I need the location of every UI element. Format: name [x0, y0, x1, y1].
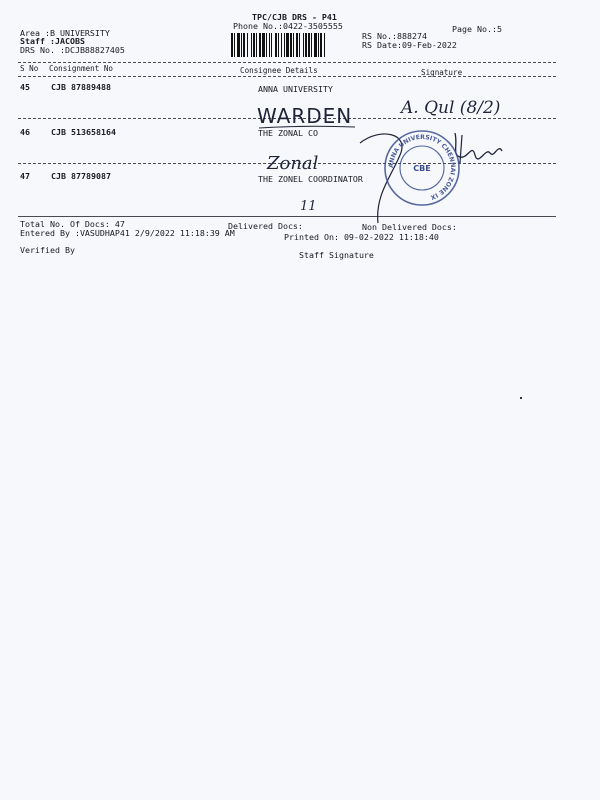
- university-stamp: [382, 128, 462, 208]
- barcode-bar: [281, 33, 282, 57]
- barcode-bar: [243, 33, 245, 57]
- row-45-sno: 45: [20, 82, 30, 92]
- barcode-bar: [305, 33, 307, 57]
- barcode-bar: [237, 33, 240, 57]
- row-46-consignee: THE ZONAL CO: [258, 128, 318, 138]
- barcode-bar: [299, 33, 300, 57]
- handwritten-zonal: [265, 147, 350, 177]
- barcode-bar: [303, 33, 304, 57]
- barcode-bar: [231, 33, 233, 57]
- svg-text:11: 11: [300, 199, 317, 214]
- signature-row-45: [395, 85, 535, 125]
- barcode-bar: [290, 33, 292, 57]
- barcode: [231, 33, 354, 57]
- drs-number: DRS No. :DCJB88827405: [20, 45, 125, 55]
- barcode-bar: [314, 33, 317, 57]
- row-45-consignment: CJB 87889488: [51, 82, 111, 92]
- col-sno: S No: [20, 64, 39, 73]
- barcode-bar: [266, 33, 267, 57]
- col-consignee: Consignee Details: [240, 66, 318, 75]
- total-docs: Total No. Of Docs: 47: [20, 219, 125, 229]
- barcode-bar: [269, 33, 270, 57]
- page-number: Page No.:5: [452, 24, 502, 34]
- header-divider-top: [18, 62, 556, 63]
- svg-text:A. Qul (8/2): A. Qul (8/2): [401, 98, 501, 118]
- barcode-bar: [308, 33, 310, 57]
- barcode-bar: [324, 33, 325, 57]
- barcode-bar: [311, 33, 312, 57]
- svg-text:ANNA UNIVERSITY CHENNAI ZONE I: ANNA UNIVERSITY CHENNAI ZONE IX: [387, 133, 457, 201]
- entered-by: Entered By :VASUDHAP41 2/9/2022 11:18:39 AM: [20, 228, 235, 238]
- row-46-sno: 46: [20, 127, 30, 137]
- row-47-sno: 47: [20, 171, 30, 181]
- speck-dot: [520, 397, 522, 399]
- header-divider-bottom: [18, 76, 556, 77]
- barcode-bar: [275, 33, 277, 57]
- barcode-bar: [247, 33, 248, 57]
- barcode-bar: [253, 33, 255, 57]
- barcode-bar: [262, 33, 265, 57]
- row-47-consignee: THE ZONEL COORDINATOR: [258, 174, 363, 184]
- verified-by: Verified By: [20, 245, 75, 255]
- barcode-bar: [259, 33, 261, 57]
- barcode-bar: [241, 33, 242, 57]
- barcode-bar: [271, 33, 272, 57]
- rs-number: RS No.:888274: [362, 31, 427, 41]
- phone-number: Phone No.:0422-3505555: [233, 21, 343, 31]
- barcode-bar: [293, 33, 294, 57]
- svg-text:WARDEN: WARDEN: [257, 104, 353, 128]
- barcode-bar: [284, 33, 285, 57]
- area-label: Area :B UNIVERSITY: [20, 28, 110, 38]
- barcode-bar: [234, 33, 235, 57]
- barcode-bar: [296, 33, 298, 57]
- col-consignment: Consignment No: [49, 64, 114, 73]
- barcode-bar: [278, 33, 279, 57]
- non-delivered-docs: Non Delivered Docs:: [362, 222, 457, 232]
- barcode-bar: [286, 33, 289, 57]
- row-47-consignment: CJB 87789087: [51, 171, 111, 181]
- rs-date: RS Date:09-Feb-2022: [362, 40, 457, 50]
- handwritten-mark: [298, 196, 322, 214]
- barcode-bar: [320, 33, 322, 57]
- delivered-docs: Delivered Docs:: [228, 221, 303, 231]
- document-title: TPC/CJB DRS - P41: [252, 12, 337, 22]
- svg-text:CBE: CBE: [413, 164, 431, 173]
- barcode-bar: [256, 33, 257, 57]
- row-45-consignee: ANNA UNIVERSITY: [258, 84, 333, 94]
- barcode-bar: [251, 33, 252, 57]
- row-46-consignment: CJB 513658164: [51, 127, 116, 137]
- col-signature: Signature: [421, 68, 463, 77]
- barcode-bar: [318, 33, 319, 57]
- svg-text:Zonal: Zonal: [267, 153, 319, 174]
- staff-label: Staff :JACOBS: [20, 36, 85, 46]
- printed-on: Printed On: 09-02-2022 11:18:40: [284, 232, 439, 242]
- staff-signature: Staff Signature: [299, 250, 374, 260]
